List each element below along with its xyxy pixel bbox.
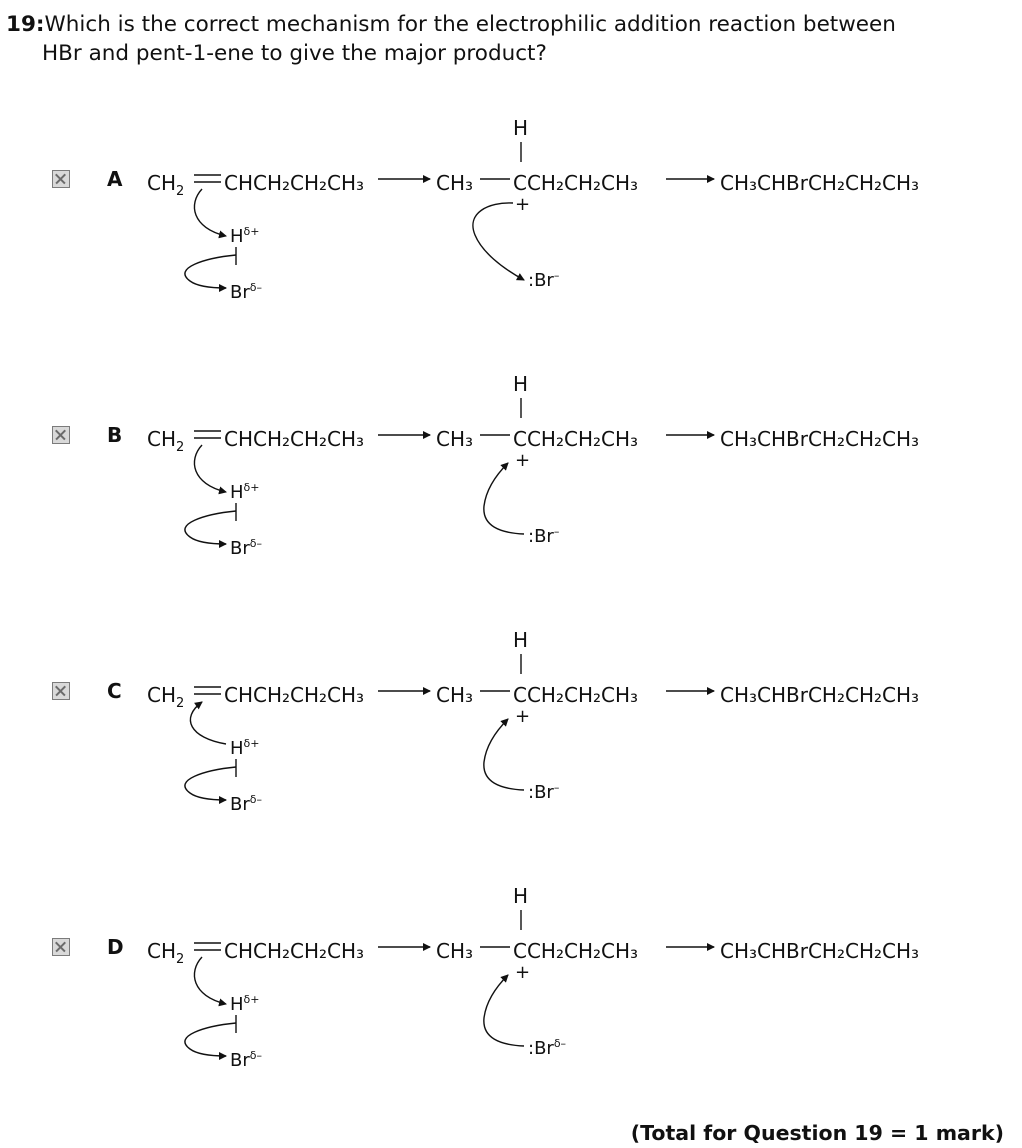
option-a-pi-bond-arrow <box>194 189 226 236</box>
total-marks: (Total for Question 19 = 1 mark) <box>630 1121 1004 1145</box>
option-a-carbocation-chain: CCH₂CH₂CH₃ <box>513 171 639 195</box>
option-b-product: CH₃CHBrCH₂CH₂CH₃ <box>720 427 920 451</box>
option-a-product: CH₃CHBrCH₂CH₂CH₃ <box>720 171 920 195</box>
option-b-hbr-bond-arrow <box>185 511 236 544</box>
option-d-carbocation-h: H <box>513 884 529 908</box>
question-number: 19: <box>6 12 45 37</box>
option-b-mechanism-diagram <box>0 348 1022 559</box>
question-line-1: Which is the correct mechanism for the electrophilic addition reaction between <box>44 12 896 37</box>
option-d-alkene-ch: $CH_2$ <box>147 939 185 967</box>
option-c-nucleophile-arrow <box>484 719 524 790</box>
option-a-bromide-ion: :Br– <box>528 269 560 291</box>
option-c-alkene-ch: $CH_2$ <box>147 683 185 711</box>
option-d-product: CH₃CHBrCH₂CH₂CH₃ <box>720 939 920 963</box>
option-c <box>0 604 1022 815</box>
option-b-carbocation-plus: + <box>515 450 531 471</box>
option-c-br-delta-minus: $Br^{\delta-}$ <box>230 793 262 815</box>
option-d-nucleophile-arrow <box>484 975 524 1046</box>
option-b-h-delta-plus: $H^{\delta+}$ <box>230 481 260 503</box>
option-a-carbocation-plus: + <box>515 194 531 215</box>
option-a-h-delta-plus: $H^{\delta+}$ <box>230 225 260 247</box>
option-c-h-delta-plus: $H^{\delta+}$ <box>230 737 260 759</box>
option-b-br-delta-minus: $Br^{\delta-}$ <box>230 537 262 559</box>
option-d-carbocation-plus: + <box>515 962 531 983</box>
option-c-carbocation-h: H <box>513 628 529 652</box>
option-b-nucleophile-arrow <box>484 463 524 534</box>
option-b <box>0 348 1022 559</box>
option-d-carbocation-chain: CCH₂CH₂CH₃ <box>513 939 639 963</box>
option-d-pi-bond-arrow <box>194 957 226 1004</box>
option-b-carbocation-h: H <box>513 372 529 396</box>
option-a-carbocation-ch3: CH₃ <box>436 171 474 195</box>
option-c-bromide-ion: :Br– <box>528 781 560 803</box>
option-c-mechanism-diagram <box>0 604 1022 815</box>
option-a-letter: A <box>107 167 123 191</box>
option-a-carbocation-h: H <box>513 116 529 140</box>
option-b-carbocation-ch3: CH₃ <box>436 427 474 451</box>
option-c-pi-bond-arrow <box>190 702 226 744</box>
option-b-alkene-rest: CHCH₂CH₂CH₃ <box>224 427 365 451</box>
option-a-br-delta-minus: $Br^{\delta-}$ <box>230 281 262 303</box>
option-b-letter: B <box>107 423 123 447</box>
option-d-bromide-delta-minus: $:Br^{\delta-}$ <box>528 1037 567 1059</box>
option-c-hbr-bond-arrow <box>185 767 236 800</box>
option-a-mechanism-diagram <box>0 92 1022 303</box>
option-d-mechanism-diagram <box>0 860 1022 1071</box>
option-d <box>0 860 1022 1071</box>
option-c-product: CH₃CHBrCH₂CH₂CH₃ <box>720 683 920 707</box>
option-d-hbr-bond-arrow <box>185 1023 236 1056</box>
option-b-alkene-ch: $CH_2$ <box>147 427 185 455</box>
option-c-letter: C <box>107 679 122 703</box>
option-a <box>0 92 1022 303</box>
option-d-h-delta-plus: $H^{\delta+}$ <box>230 993 260 1015</box>
option-a-alkene-rest: CHCH₂CH₂CH₃ <box>224 171 365 195</box>
option-d-alkene-rest: CHCH₂CH₂CH₃ <box>224 939 365 963</box>
option-b-pi-bond-arrow <box>194 445 226 492</box>
option-b-carbocation-chain: CCH₂CH₂CH₃ <box>513 427 639 451</box>
question-line-2: HBr and pent-1-ene to give the major product? <box>42 41 547 66</box>
option-c-carbocation-plus: + <box>515 706 531 727</box>
option-c-carbocation-chain: CCH₂CH₂CH₃ <box>513 683 639 707</box>
option-d-carbocation-ch3: CH₃ <box>436 939 474 963</box>
question-text <box>6 10 996 68</box>
option-d-br-delta-minus: $Br^{\delta-}$ <box>230 1049 262 1071</box>
option-d-letter: D <box>107 935 124 959</box>
option-c-alkene-rest: CHCH₂CH₂CH₃ <box>224 683 365 707</box>
option-c-carbocation-ch3: CH₃ <box>436 683 474 707</box>
option-a-hbr-bond-arrow <box>185 255 236 288</box>
option-b-bromide-ion: :Br– <box>528 525 560 547</box>
option-a-alkene-ch: $CH_2$ <box>147 171 185 199</box>
